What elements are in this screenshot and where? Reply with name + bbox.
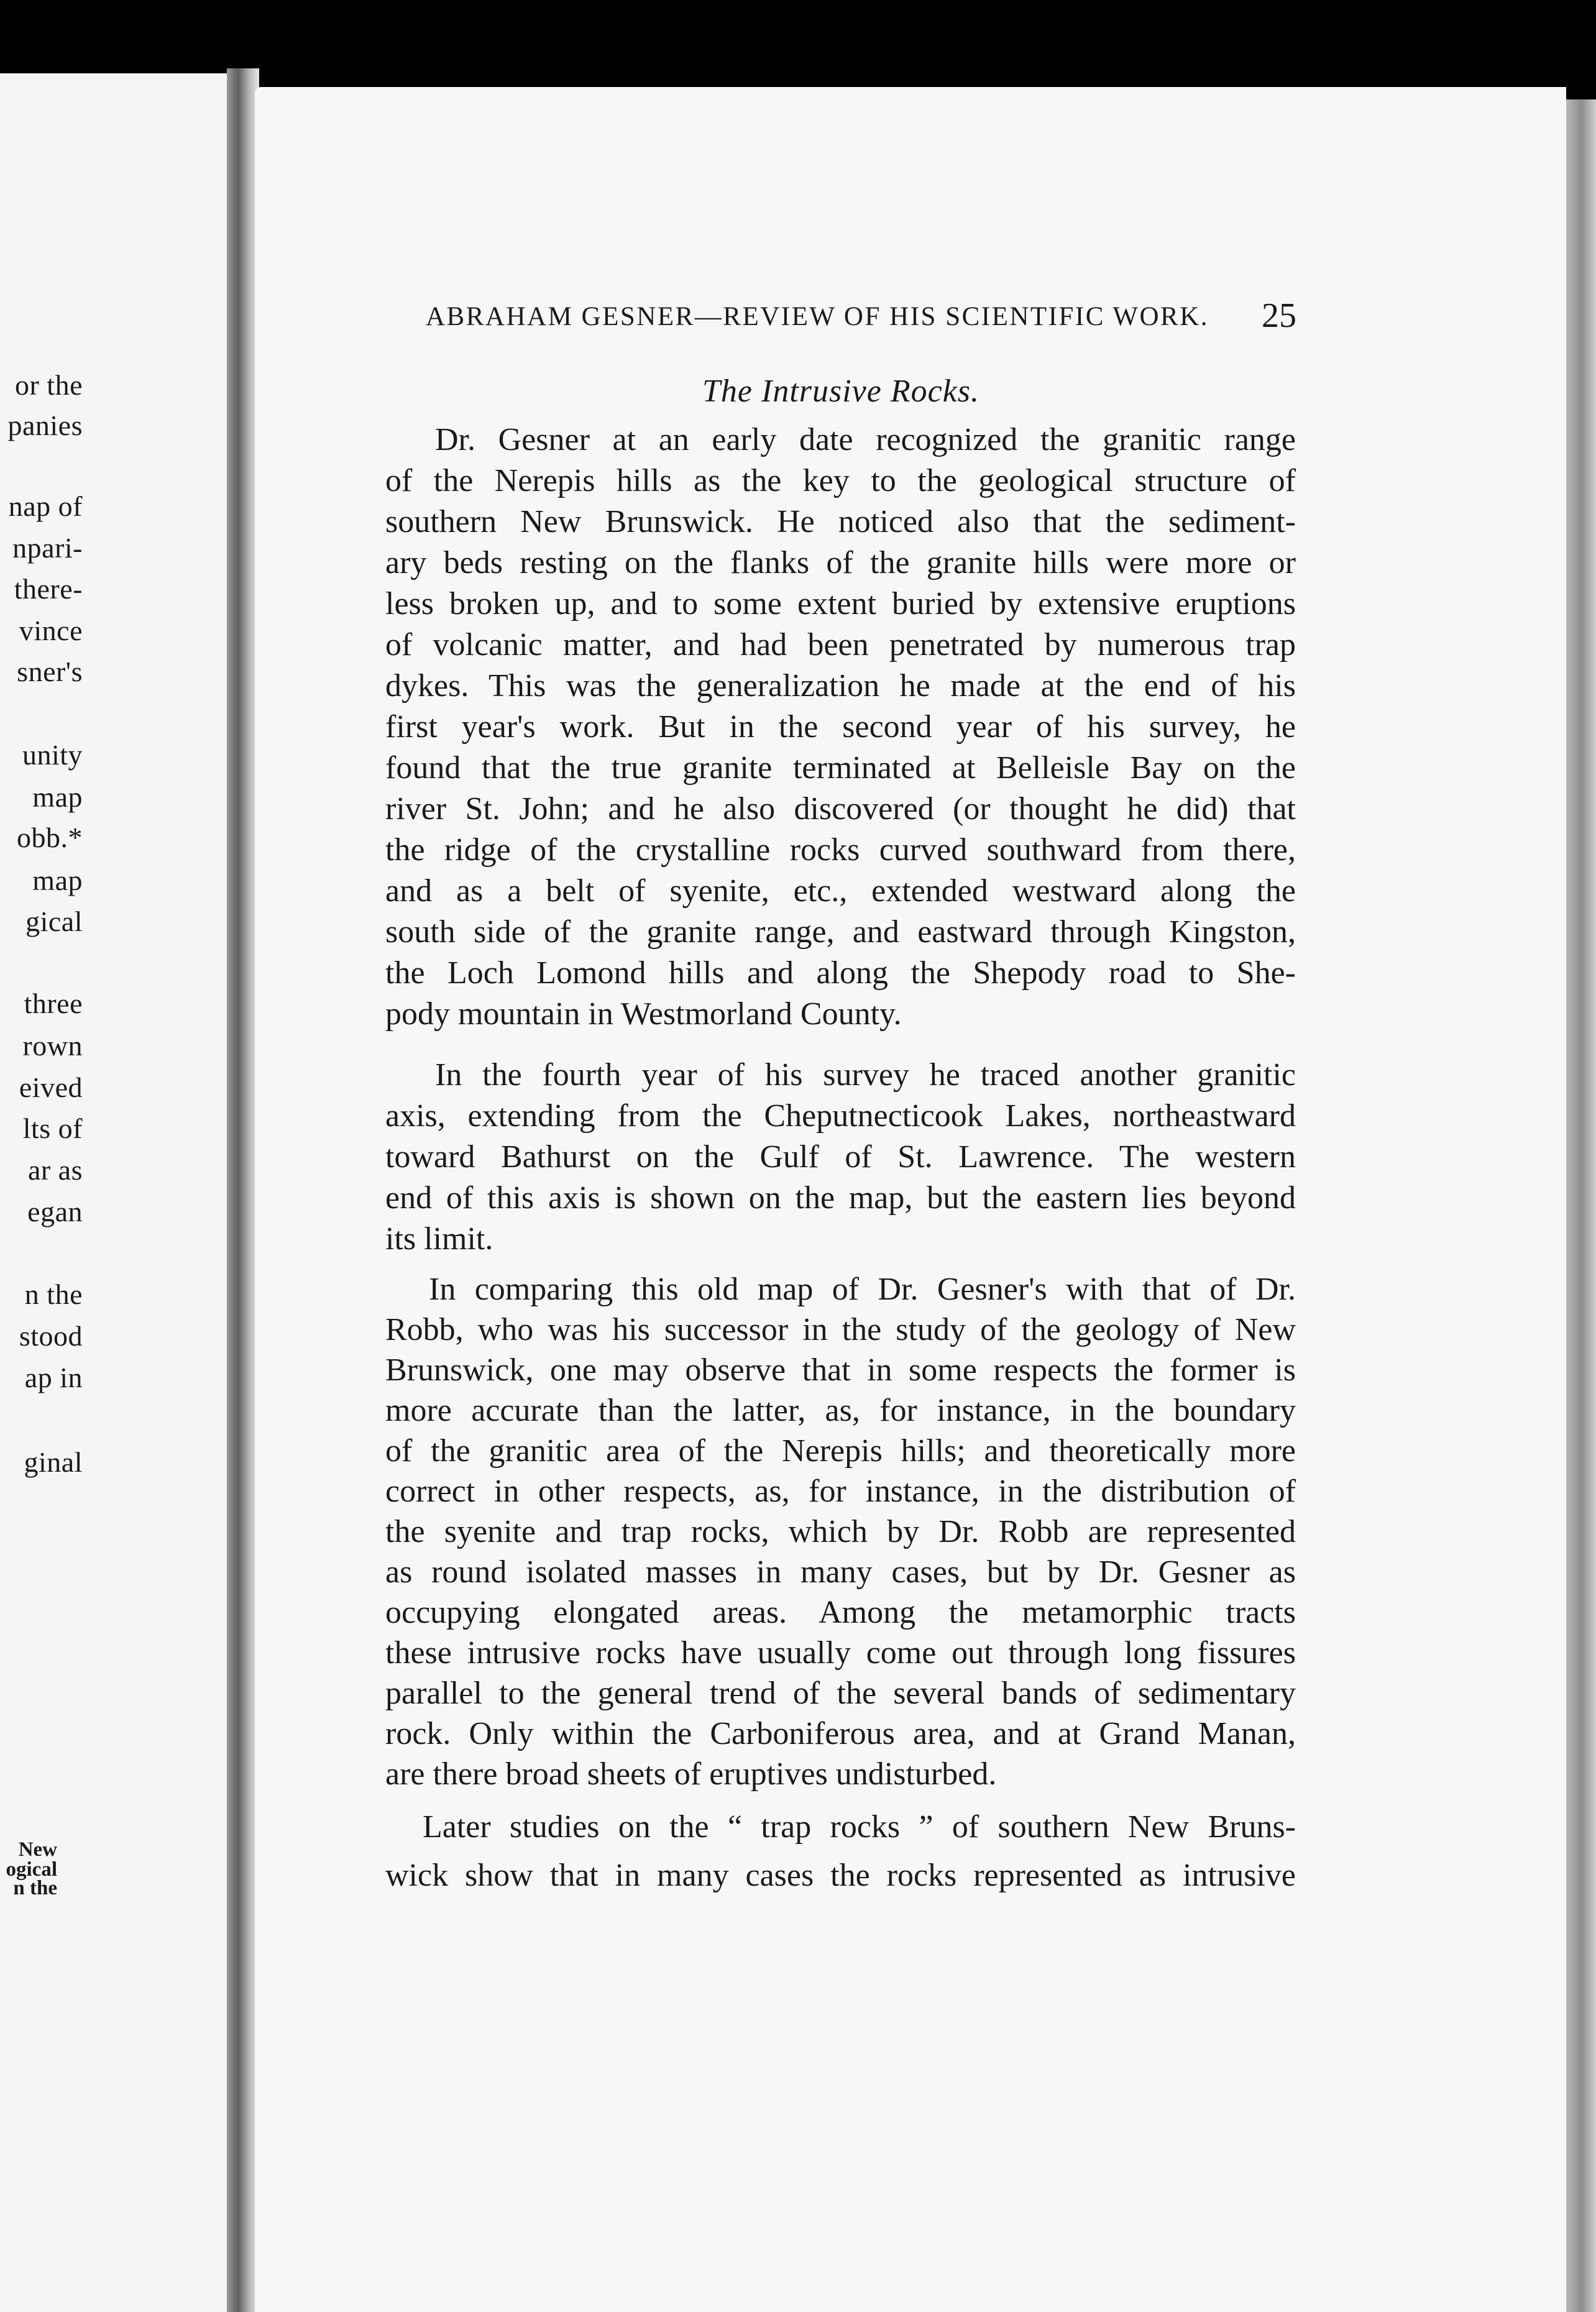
left-margin-fragment: n the [24,1278,83,1310]
left-margin-fragment: nap of [8,490,83,522]
page-number: 25 [1262,296,1296,335]
left-margin-fragment: three [24,988,83,1019]
left-footnote-fragment: New [18,1838,57,1861]
left-margin-fragment: egan [27,1196,83,1227]
text-line: south side of the granite range, and eastward through Kingston, [385,914,1296,950]
text-line: of the granitic area of the Nerepis hills; and theoretically more [385,1433,1296,1469]
text-line: In the fourth year of his survey he traced another granitic [435,1057,1296,1093]
left-margin-fragment: ginal [24,1446,83,1478]
text-line: Brunswick, one may observe that in some respects the former is [385,1352,1296,1388]
left-margin-fragment: map [32,781,83,813]
text-line: of the Nerepis hills as the key to the geological structure of [385,463,1296,498]
left-margin-fragment: there- [14,573,83,605]
left-margin-fragment: rown [22,1030,83,1062]
left-margin-fragment: eived [19,1071,83,1103]
left-margin-fragment: npari- [12,532,83,564]
left-margin-fragment: ap in [24,1362,83,1393]
left-footnote-fragment: n the [13,1877,57,1899]
text-line: its limit. [385,1221,493,1257]
text-line: of volcanic matter, and had been penetrated by numerous trap [385,627,1296,663]
left-margin-fragment: sner's [17,656,83,687]
text-line: Dr. Gesner at an early date recognized the granitic range [435,422,1296,457]
text-line: more accurate than the latter, as, for instance, in the boundary [385,1393,1296,1428]
text-line: these intrusive rocks have usually come out through long fissures [385,1635,1296,1671]
section-title: The Intrusive Rocks. [702,374,980,409]
text-line: the Loch Lomond hills and along the Shepody road to She- [385,955,1296,991]
left-margin-fragment: vince [19,615,83,646]
left-margin-fragment: ar as [27,1154,83,1186]
text-line: ary beds resting on the flanks of the granite hills were more or [385,545,1296,580]
text-line: rock. Only within the Carboniferous area, and at Grand Manan, [385,1716,1296,1751]
running-head: ABRAHAM GESNER—REVIEW OF HIS SCIENTIFIC WORK. [426,302,1209,331]
left-margin-fragment: map [32,865,83,896]
left-margin-fragment: lts of [22,1112,83,1144]
text-line: less broken up, and to some extent buried by extensive eruptions [385,586,1296,622]
text-line: toward Bathurst on the Gulf of St. Lawrence. The western [385,1139,1296,1175]
text-line: southern New Brunswick. He noticed also that the sediment- [385,504,1296,539]
text-line: axis, extending from the Cheputnecticook Lakes, northeastward [385,1098,1296,1134]
text-line: In comparing this old map of Dr. Gesner's with that of Dr. [429,1272,1296,1307]
text-line: the syenite and trap rocks, which by Dr. Robb are represented [385,1514,1296,1549]
left-margin-fragment: gical [25,906,83,937]
text-line: are there broad sheets of eruptives undisturbed. [385,1756,997,1792]
text-line: pody mountain in Westmorland County. [385,996,902,1032]
text-line: correct in other respects, as, for instance, in the distribution of [385,1474,1296,1509]
left-page [0,73,233,2312]
text-line: found that the true granite terminated at Belleisle Bay on the [385,750,1296,786]
text-line: first year's work. But in the second year of his survey, he [385,709,1296,745]
text-line: river St. John; and he also discovered (or thought he did) that [385,791,1296,827]
left-footnote-fragment: ogical [6,1858,57,1881]
text-line: occupying elongated areas. Among the metamorphic tracts [385,1595,1296,1630]
text-line: the ridge of the crystalline rocks curved southward from there, [385,832,1296,868]
text-line: Robb, who was his successor in the study of the geology of New [385,1312,1296,1347]
text-line: wick show that in many cases the rocks represented as intrusive [385,1858,1296,1893]
left-margin-fragment: panies [7,410,83,441]
text-line: parallel to the general trend of the several bands of sedimentary [385,1676,1296,1711]
text-line: and as a belt of syenite, etc., extended westward along the [385,873,1296,909]
text-line: as round isolated masses in many cases, but by Dr. Gesner as [385,1554,1296,1590]
left-margin-fragment: or the [14,369,83,401]
text-line: dykes. This was the generalization he made at the end of his [385,668,1296,704]
left-margin-fragment: stood [19,1320,83,1352]
left-margin-fragment: obb.* [17,822,83,853]
text-line: end of this axis is shown on the map, but the eastern lies beyond [385,1180,1296,1216]
text-line: Later studies on the “ trap rocks ” of southern New Bruns- [423,1809,1296,1845]
left-margin-fragment: unity [22,739,83,771]
